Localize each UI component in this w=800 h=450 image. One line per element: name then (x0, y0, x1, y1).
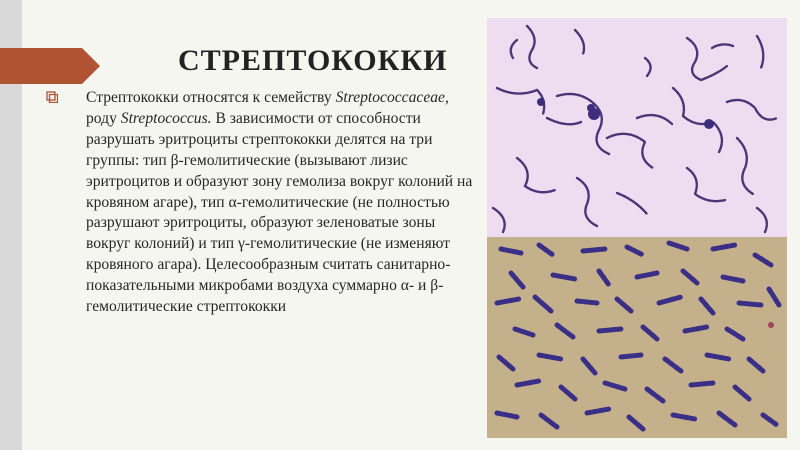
streptococci-gram-stain-image (487, 237, 787, 438)
text-part-3: В зависимости от способности разрушать эритроциты стрептококки делятся на три группы: тип β-гемолитические (вызывают лизис эритроцитов и образуют зону гемолиза вокруг колоний на кровяном агаре), тип α-гемолитические (не полностью разрушают эритроциты, образуют зеленоватые зоны вокруг колоний) и тип γ-гемолитические (не изменяют кровяного агара). Целесообразным считать санитарно-показательными микробами воздуха суммарно α- и β-гемолитические стрептококки (86, 109, 473, 316)
gram-stain-micrograph-svg (487, 237, 787, 438)
slide-title: СТРЕПТОКОККИ (178, 44, 448, 77)
text-part-1: Стрептококки относятся к семейству (86, 89, 336, 106)
chains-micrograph-svg (487, 18, 787, 237)
genus-name: Streptococcus. (120, 109, 212, 127)
bullet-icon (46, 91, 58, 103)
text-part-2: роду (86, 109, 121, 127)
family-name: Streptococcaceae, (335, 89, 449, 106)
streptococci-chains-image (487, 18, 787, 237)
body-paragraph (66, 88, 476, 318)
title-accent-arrow (0, 48, 100, 84)
